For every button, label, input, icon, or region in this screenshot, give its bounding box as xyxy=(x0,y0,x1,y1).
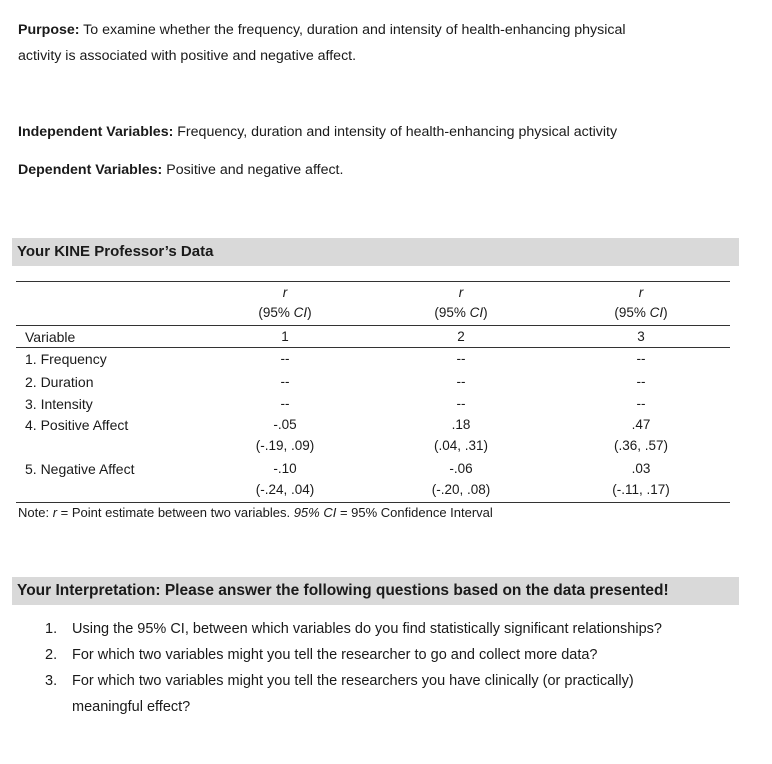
purpose-label: Purpose: xyxy=(18,22,80,38)
cell-3-1: -- xyxy=(280,396,290,411)
note-end: = 95% Confidence Interval xyxy=(336,505,493,520)
ci-5-3: (-.11, .17) xyxy=(612,482,670,497)
col-number-3: 3 xyxy=(637,329,645,344)
cell-5-1: -.10 xyxy=(273,461,297,476)
ci-header-1 xyxy=(215,305,355,320)
interpretation-title: Your Interpretation: Please answer the following questions based on the data presented! xyxy=(17,582,669,599)
table-note xyxy=(18,505,493,520)
table-header-rule xyxy=(16,325,730,326)
question-number: 1. xyxy=(45,621,58,637)
ci-5-2: (-.20, .08) xyxy=(431,482,491,497)
table-bottom-rule xyxy=(16,502,730,503)
dependent-variables xyxy=(18,162,343,178)
variable-header: Variable xyxy=(25,329,76,345)
note-mid: = Point estimate between two variables. xyxy=(57,505,294,520)
table-top-rule xyxy=(16,281,730,282)
data-section-header xyxy=(12,238,739,266)
ci-close: ) xyxy=(307,305,312,320)
independent-variables xyxy=(18,124,617,140)
question-2 xyxy=(45,647,597,663)
cell-5-2: -.06 xyxy=(449,461,473,476)
question-number: 3. xyxy=(45,673,58,689)
ci-open: (95% xyxy=(258,305,294,320)
cell-2-2: -- xyxy=(456,374,466,389)
interpretation-header xyxy=(12,577,739,605)
ci-italic: CI xyxy=(293,305,308,320)
question-text: Using the 95% CI, between which variables do you find statistically significant relationships? xyxy=(72,621,662,637)
question-text: For which two variables might you tell the researcher to go and collect more data? xyxy=(72,647,598,663)
col-number-2: 2 xyxy=(457,329,465,344)
ci-header-3 xyxy=(571,305,711,320)
purpose-line-1 xyxy=(18,22,626,38)
cell-5-3: .03 xyxy=(631,461,651,476)
cell-1-3: -- xyxy=(636,351,646,366)
row-label-positive-affect: 4. Positive Affect xyxy=(25,417,129,433)
independent-label: Independent Variables: xyxy=(18,124,174,140)
purpose-text: To examine whether the frequency, duration and intensity of health-enhancing physical xyxy=(79,22,626,38)
note-prefix: Note: xyxy=(18,505,53,520)
dependent-text: Positive and negative affect. xyxy=(162,162,344,178)
dependent-label: Dependent Variables: xyxy=(18,162,163,178)
ci-4-2: (.04, .31) xyxy=(433,438,489,453)
r-header-1: r xyxy=(282,285,288,300)
cell-3-2: -- xyxy=(456,396,466,411)
r-header-3: r xyxy=(638,285,644,300)
row-label-negative-affect: 5. Negative Affect xyxy=(25,461,135,477)
cell-4-1: -.05 xyxy=(273,417,297,432)
cell-4-2: .18 xyxy=(451,417,471,432)
ci-open: (95% xyxy=(614,305,650,320)
ci-5-1: (-.24, .04) xyxy=(255,482,315,497)
data-section-title: Your KINE Professor’s Data xyxy=(17,243,214,260)
purpose-line-2: activity is associated with positive and negative affect. xyxy=(18,48,357,64)
r-header-2: r xyxy=(458,285,464,300)
ci-4-1: (-.19, .09) xyxy=(255,438,315,453)
ci-italic: CI xyxy=(649,305,664,320)
question-3 xyxy=(45,673,634,689)
cell-1-2: -- xyxy=(456,351,466,366)
row-label-frequency: 1. Frequency xyxy=(25,351,107,367)
cell-3-3: -- xyxy=(636,396,646,411)
ci-close: ) xyxy=(663,305,668,320)
cell-2-1: -- xyxy=(280,374,290,389)
table-body-rule xyxy=(16,347,730,348)
row-label-intensity: 3. Intensity xyxy=(25,396,93,412)
ci-open: (95% xyxy=(434,305,470,320)
note-ci: 95% CI xyxy=(293,505,337,520)
ci-4-3: (.36, .57) xyxy=(613,438,669,453)
cell-4-3: .47 xyxy=(631,417,651,432)
note-r: r xyxy=(52,505,58,520)
question-text: For which two variables might you tell the researchers you have clinically (or practically) xyxy=(72,673,634,689)
question-1 xyxy=(45,621,662,637)
cell-2-3: -- xyxy=(636,374,646,389)
independent-text: Frequency, duration and intensity of health-enhancing physical activity xyxy=(173,124,618,140)
cell-1-1: -- xyxy=(280,351,290,366)
row-label-duration: 2. Duration xyxy=(25,374,94,390)
question-number: 2. xyxy=(45,647,58,663)
question-3-continued: meaningful effect? xyxy=(72,699,191,715)
ci-italic: CI xyxy=(469,305,484,320)
col-number-1: 1 xyxy=(281,329,289,344)
ci-close: ) xyxy=(483,305,488,320)
ci-header-2 xyxy=(391,305,531,320)
